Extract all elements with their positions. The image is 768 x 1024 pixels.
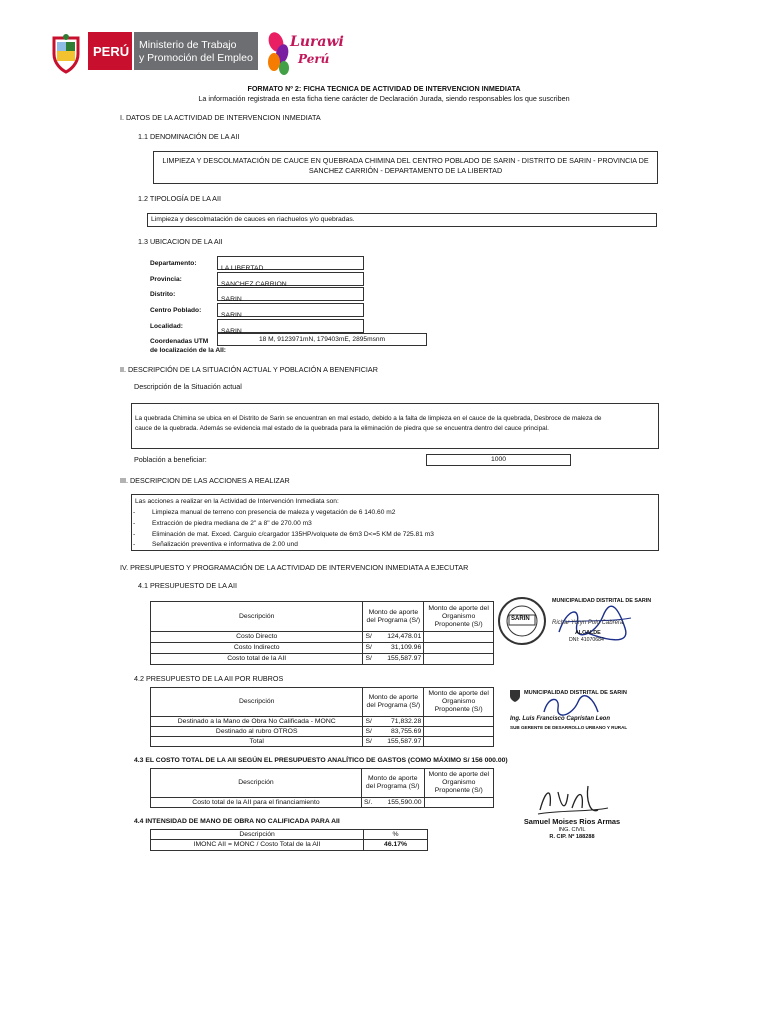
section-4-1-heading: 4.1 PRESUPUESTO DE LA AII <box>138 581 237 590</box>
header-porcentaje: % <box>364 830 428 840</box>
tipologia-text: Limpieza y descolmatación de cauces en riachuelos y/o quebradas. <box>151 216 355 223</box>
coat-of-arms-icon <box>48 34 84 74</box>
sig1-dni: DNI: 41070684 <box>569 637 604 643</box>
table-row <box>151 840 428 851</box>
tipologia-box <box>147 213 657 227</box>
row-aporte-organismo <box>424 737 494 747</box>
row-currency: S/ <box>363 727 374 737</box>
row-porcentaje: 46.17% <box>364 840 428 851</box>
sig2-title: MUNICIPALIDAD DISTRITAL DE SARIN <box>524 690 627 696</box>
section-2-heading: II. DESCRIPCIÓN DE LA SITUACIÓN ACTUAL Y POBLACIÓN A BENENFICIAR <box>120 365 378 374</box>
situacion-box <box>131 403 659 449</box>
table-row <box>151 727 494 737</box>
bullet-dash: - <box>133 541 136 548</box>
header-aporte-programa: Monto de aporte del Programa (S/) <box>363 688 424 717</box>
row-currency: S/. <box>361 798 374 808</box>
peru-label: PERÚ <box>93 44 130 59</box>
ubicacion-label: Centro Poblado: <box>150 307 202 314</box>
header-aporte-programa: Monto de aporte del Programa (S/) <box>363 602 424 632</box>
utm-box <box>217 333 427 346</box>
imonc-table <box>150 829 428 851</box>
utm-label-2: de localización de la AII: <box>150 347 226 354</box>
acciones-item <box>133 540 298 549</box>
utm-label-1: Coordenadas UTM <box>150 338 209 345</box>
row-aporte-programa: 124,478.01 <box>374 632 424 643</box>
situacion-label: Descripción de la Situación actual <box>134 382 242 391</box>
table-header-row <box>151 602 494 632</box>
row-currency: S/ <box>363 717 374 727</box>
poblacion-label: Población a beneficiar: <box>134 455 207 464</box>
situacion-text-1: La quebrada Chimina se ubica en el Distrito de Sarin se encuentran en mal estado, debido a la falta de limpieza en el cauce de la quebrada, Desbroce de maleza de <box>135 415 602 422</box>
row-aporte-programa: 83,755.69 <box>374 727 424 737</box>
handwritten-signature <box>532 780 612 820</box>
header-aporte-programa: Monto de aporte del Programa (S/) <box>361 769 424 798</box>
denominacion-box <box>153 151 658 184</box>
table-row <box>151 717 494 727</box>
header-aporte-organismo: Monto de aporte del Organismo Proponente (S/) <box>424 688 494 717</box>
acciones-item-text: Eliminación de mat. Exced. Carguio c/cargador 135HP/volquete de 6m3 D<=5 KM de 725.81 m3 <box>152 531 434 538</box>
document-title: FORMATO Nº 2: FICHA TECNICA DE ACTIVIDAD DE INTERVENCION INMEDIATA <box>247 84 521 93</box>
row-descripcion: Costo total de la AII <box>151 654 363 665</box>
row-aporte-organismo <box>424 727 494 737</box>
table-header-row <box>151 688 494 717</box>
header-descripcion: Descripción <box>151 769 362 798</box>
row-aporte-organismo <box>424 798 493 808</box>
row-aporte-programa: 71,832.28 <box>374 717 424 727</box>
acciones-item <box>133 519 312 528</box>
ubicacion-value-box <box>217 303 364 317</box>
ubicacion-value: SARIN <box>221 312 242 319</box>
header-aporte-organismo: Monto de aporte del Organismo Proponente (S/) <box>424 602 494 632</box>
situacion-text-2: cauce de la quebrada. Además se evidencia mal estado de la quebrada para la eliminación de piedra que se encuentra dentro del cauce principal. <box>135 425 549 432</box>
ubicacion-value: SARIN <box>221 328 242 335</box>
row-aporte-organismo <box>424 632 494 643</box>
acciones-box <box>131 494 659 551</box>
row-descripcion: Costo total de la AII para el financiamiento <box>151 798 362 808</box>
sig2-role: SUB GERENTE DE DESARROLLO URBANO Y RURAL <box>510 725 628 730</box>
sig3-name: Samuel Moises Rios Armas <box>523 817 621 826</box>
ubicacion-value-box <box>217 256 364 270</box>
section-4-2-heading: 4.2 PRESUPUESTO DE LA AII POR RUBROS <box>134 674 284 683</box>
row-descripcion: Total <box>151 737 363 747</box>
acciones-item-text: Limpieza manual de terreno con presencia de maleza y vegetación de 6 140.60 m2 <box>152 509 396 516</box>
lurawi-line2: Perú <box>298 52 330 66</box>
sig3-role: ING. CIVIL <box>558 827 586 833</box>
table-row <box>151 654 494 665</box>
header-descripcion: Descripción <box>151 830 364 840</box>
header-logos <box>48 28 368 80</box>
ubicacion-label: Departamento: <box>150 260 197 267</box>
row-currency: S/ <box>363 737 374 747</box>
poblacion-box <box>426 454 571 466</box>
ministry-line1: Ministerio de Trabajo <box>139 39 237 51</box>
row-aporte-organismo <box>424 654 494 665</box>
row-descripcion: Costo Indirecto <box>151 643 363 654</box>
header-descripcion: Descripción <box>151 602 363 632</box>
ubicacion-value: LA LIBERTAD <box>221 265 264 272</box>
seal-text: SARIN <box>511 616 530 622</box>
section-4-3-heading: 4.3 EL COSTO TOTAL DE LA AII SEGÚN EL PRESUPUESTO ANALÍTICO DE GASTOS (COMO MÁXIMO S/ 156 000.00) <box>134 757 508 764</box>
sig2-name: Ing. Luis Francisco Capristan Leon <box>510 716 611 722</box>
signature-block-alcalde <box>497 594 652 658</box>
section-1-heading: I. DATOS DE LA ACTIVIDAD DE INTERVENCION INMEDIATA <box>120 113 321 122</box>
table-header-row <box>151 830 428 840</box>
ministry-logo <box>134 32 258 70</box>
row-descripcion: Destinado a la Mano de Obra No Calificada - MONC <box>151 717 363 727</box>
row-currency: S/ <box>363 654 374 665</box>
section-1-1-heading: 1.1 DENOMINACIÓN DE LA AII <box>138 132 240 141</box>
acciones-intro: Las acciones a realizar en la Actividad de Intervención Inmediata son: <box>135 498 339 505</box>
row-currency: S/ <box>363 632 374 643</box>
presupuesto-rubros-table <box>150 687 494 747</box>
ubicacion-value-box <box>217 287 364 301</box>
ubicacion-label: Provincia: <box>150 276 182 283</box>
bullet-dash: - <box>133 531 136 538</box>
sig1-name: Richar Yoryn Polo Cabrera <box>552 620 624 626</box>
ubicacion-value: SARIN <box>221 296 242 303</box>
bullet-dash: - <box>133 520 136 527</box>
section-3-heading: III. DESCRIPCION DE LAS ACCIONES A REALIZAR <box>120 476 290 485</box>
ubicacion-label: Distrito: <box>150 291 176 298</box>
section-4-heading: IV. PRESUPUESTO Y PROGRAMACIÓN DE LA ACTIVIDAD DE INTERVENCION INMEDIATA A EJECUTAR <box>120 563 469 572</box>
sig3-cip: R. CIP. Nº 188288 <box>549 834 595 840</box>
signature-block-subgerente <box>508 686 648 734</box>
document-subtitle: La información registrada en esta ficha tiene carácter de Declaración Jurada, siendo responsables los que suscriben <box>198 94 570 103</box>
row-aporte-organismo <box>424 643 494 654</box>
table-row <box>151 643 494 654</box>
header-descripcion: Descripción <box>151 688 363 717</box>
municipal-crest-icon <box>508 688 522 702</box>
presupuesto-table <box>150 601 494 665</box>
acciones-item <box>133 508 395 517</box>
acciones-item <box>133 530 434 539</box>
table-row <box>151 737 494 747</box>
utm-value: 18 M, 9123971mN, 179403mE, 2895msnm <box>258 336 386 343</box>
header-aporte-organismo: Monto de aporte del Organismo Proponente (S/) <box>424 769 493 798</box>
ministry-line2: y Promoción del Empleo <box>139 52 253 64</box>
costo-total-table <box>150 768 494 808</box>
section-4-4-heading: 4.4 INTENSIDAD DE MANO DE OBRA NO CALIFICADA PARA AII <box>134 818 340 825</box>
row-descripcion: IMONC AII = MONC / Costo Total de la AII <box>151 840 364 851</box>
ubicacion-label: Localidad: <box>150 323 183 330</box>
section-1-3-heading: 1.3 UBICACION DE LA AII <box>138 237 223 246</box>
sig1-role: ALCALDE <box>575 630 601 636</box>
row-aporte-programa: 155,587.97 <box>374 737 424 747</box>
row-descripcion: Costo Directo <box>151 632 363 643</box>
denominacion-text: LIMPIEZA Y DESCOLMATACIÓN DE CAUCE EN QUEBRADA CHIMINA DEL CENTRO POBLADO DE SARIN - DISTRITO DE SARIN - PROVINCIA DE SANCHEZ CARRIÓN - DEPARTAMENTO DE LA LIBERTAD <box>162 156 649 175</box>
row-currency: S/ <box>363 643 374 654</box>
row-descripcion: Destinado al rubro OTROS <box>151 727 363 737</box>
signature-block-ingeniero <box>512 780 632 846</box>
row-aporte-programa: 155,590.00 <box>374 798 424 808</box>
ubicacion-value-box <box>217 319 364 333</box>
row-aporte-programa: 31,109.96 <box>374 643 424 654</box>
row-aporte-programa: 155,587.97 <box>374 654 424 665</box>
table-header-row <box>151 769 494 798</box>
row-aporte-organismo <box>424 717 494 727</box>
acciones-item-text: Extracción de piedra mediana de 2" a 8" de 270.00 m3 <box>152 520 312 527</box>
table-row <box>151 798 494 808</box>
table-row <box>151 632 494 643</box>
bullet-dash: - <box>133 509 136 516</box>
peru-logo <box>88 32 132 70</box>
ubicacion-value: SANCHEZ CARRION <box>221 281 287 288</box>
acciones-item-text: Señalización preventiva e informativa de 2.00 und <box>152 541 298 548</box>
lurawi-line1: Lurawi <box>290 34 344 50</box>
ubicacion-value-box <box>217 272 364 286</box>
poblacion-value: 1000 <box>490 456 507 463</box>
sig1-title: MUNICIPALIDAD DISTRITAL DE SARIN <box>552 598 652 604</box>
section-1-2-heading: 1.2 TIPOLOGÍA DE LA AII <box>138 194 221 203</box>
